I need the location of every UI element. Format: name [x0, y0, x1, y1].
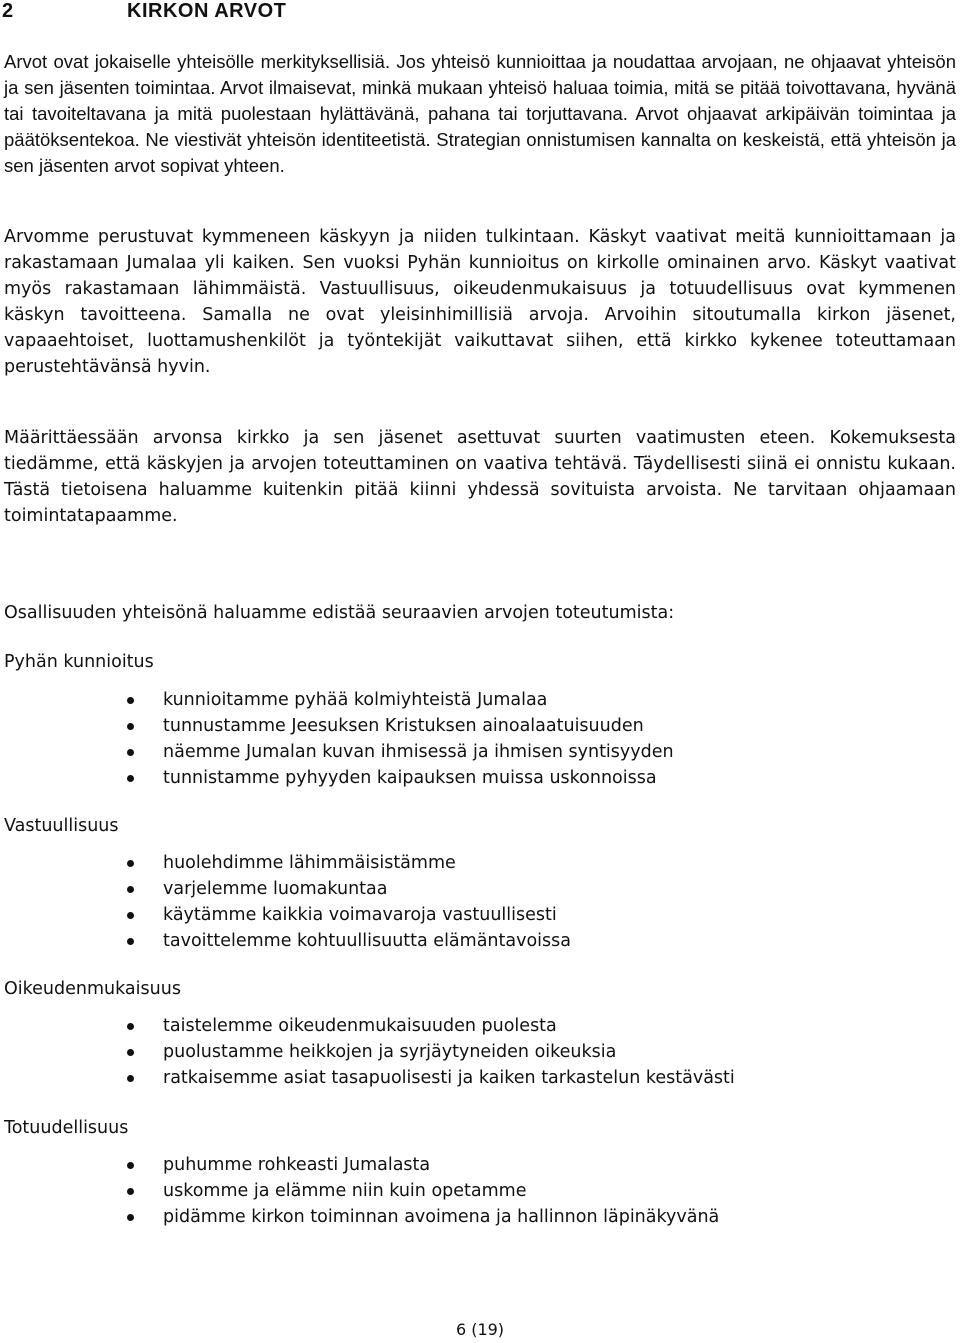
- bullet-icon: [127, 749, 134, 756]
- list-item: [120, 902, 571, 928]
- list-item-text: tunnistamme pyhyyden kaipauksen muissa uskonnoissa: [163, 768, 657, 788]
- bullet-icon: [127, 697, 134, 704]
- list-item: [120, 850, 571, 876]
- list-item: [120, 1013, 735, 1039]
- list-item-text: huolehdimme lähimmäisistämme: [163, 853, 456, 873]
- chapter-heading: [2, 0, 286, 23]
- bullet-icon: [127, 1049, 134, 1056]
- list-item: [120, 876, 571, 902]
- list-item-text: puhumme rohkeasti Jumalasta: [163, 1155, 431, 1175]
- list-item-text: puolustamme heikkojen ja syrjäytyneiden oikeuksia: [163, 1042, 617, 1062]
- value-list-justice: [120, 1013, 735, 1091]
- list-item-text: ratkaisemme asiat tasapuolisesti ja kaiken tarkastelun kestävästi: [163, 1068, 735, 1088]
- list-item-text: uskomme ja elämme niin kuin opetamme: [163, 1181, 527, 1201]
- list-item: [120, 1178, 719, 1204]
- chapter-title: KIRKON ARVOT: [127, 0, 287, 22]
- list-item: [120, 687, 674, 713]
- list-item: [120, 928, 571, 954]
- bullet-icon: [127, 886, 134, 893]
- list-item: [120, 713, 674, 739]
- bullet-icon: [127, 1214, 134, 1221]
- list-item-text: käytämme kaikkia voimavaroja vastuullisesti: [163, 905, 557, 925]
- page-number: 6 (19): [455, 1320, 505, 1339]
- value-list-holy-respect: [120, 687, 674, 791]
- bullet-icon: [127, 860, 134, 867]
- chapter-number: 2: [2, 0, 14, 22]
- list-item-text: kunnioitamme pyhää kolmiyhteistä Jumalaa: [163, 690, 548, 710]
- bullet-icon: [127, 912, 134, 919]
- value-heading-holy-respect: Pyhän kunnioitus: [4, 652, 154, 672]
- paragraph-values-meaning: Arvot ovat jokaiselle yhteisölle merkityksellisiä. Jos yhteisö kunnioittaa ja noudattaa arvojaan, ne ohjaavat yhteisön ja sen jäsenten toimintaa. Arvot ilmaisevat, minkä mukaan yhteisö haluaa toimia, mitä se pitää toivottavana, hyvänä tai tavoiteltavana ja mitä puolestaan hylättävänä, pahana tai torjuttavana. Arvot ohjaavat arkipäivän toimintaa ja päätöksentekoa. Ne viestivät yhteisön identiteetistä. Strategian onnistumisen kannalta on keskeistä, että yhteisön ja sen jäsenten arvot sopivat yhteen.: [4, 51, 956, 176]
- bullet-icon: [127, 723, 134, 730]
- list-item-text: tavoittelemme kohtuullisuutta elämäntavoissa: [163, 931, 571, 951]
- list-item-text: näemme Jumalan kuvan ihmisessä ja ihmisen syntisyyden: [163, 742, 674, 762]
- bullet-icon: [127, 938, 134, 945]
- value-list-truthfulness: [120, 1152, 719, 1230]
- bullet-icon: [127, 1188, 134, 1195]
- list-item: [120, 765, 674, 791]
- list-item-text: tunnustamme Jeesuksen Kristuksen ainoalaatuisuuden: [163, 716, 644, 736]
- list-item-text: varjelemme luomakuntaa: [163, 879, 388, 899]
- value-heading-truthfulness: Totuudellisuus: [4, 1118, 129, 1138]
- list-item: [120, 1152, 719, 1178]
- values-intro: Osallisuuden yhteisönä haluamme edistää seuraavien arvojen toteutumista:: [4, 603, 675, 623]
- value-heading-justice: Oikeudenmukaisuus: [4, 979, 181, 999]
- bullet-icon: [127, 1023, 134, 1030]
- bullet-icon: [127, 775, 134, 782]
- value-list-responsibility: [120, 850, 571, 954]
- list-item: [120, 739, 674, 765]
- bullet-icon: [127, 1075, 134, 1082]
- bullet-icon: [127, 1162, 134, 1169]
- list-item: [120, 1065, 735, 1091]
- paragraph-demands: Määrittäessään arvonsa kirkko ja sen jäsenet asettuvat suurten vaatimusten eteen. Kokemuksesta tiedämme, että käskyjen ja arvojen toteuttaminen on vaativa tehtävä. Täydellisesti siinä ei onnistu kukaan. Tästä tietoisena haluamme kuitenkin pitää kiinni yhdessä sovituista arvoista. Ne tarvitaan ohjaamaan toimintatapaamme.: [4, 428, 956, 526]
- list-item: [120, 1039, 735, 1065]
- value-heading-responsibility: Vastuullisuus: [4, 816, 119, 836]
- list-item-text: pidämme kirkon toiminnan avoimena ja hallinnon läpinäkyvänä: [163, 1207, 720, 1227]
- list-item-text: taistelemme oikeudenmukaisuuden puolesta: [163, 1016, 557, 1036]
- paragraph-commandments: Arvomme perustuvat kymmeneen käskyyn ja niiden tulkintaan. Käskyt vaativat meitä kunnioittamaan ja rakastamaan Jumalaa yli kaiken. Sen vuoksi Pyhän kunnioitus on kirkolle ominainen arvo. Käskyt vaativat myös rakastamaan lähimmäistä. Vastuullisuus, oikeudenmukaisuus ja totuudellisuus ovat kymmenen käskyn tavoitteena. Samalla ne ovat yleisinhimillisiä arvoja. Arvoihin sitoutumalla kirkon jäsenet, vapaaehtoiset, luottamushenkilöt ja työntekijät vaikuttavat siihen, että kirkko kykenee toteuttamaan perustehtävänsä hyvin.: [4, 227, 956, 377]
- list-item: [120, 1204, 719, 1230]
